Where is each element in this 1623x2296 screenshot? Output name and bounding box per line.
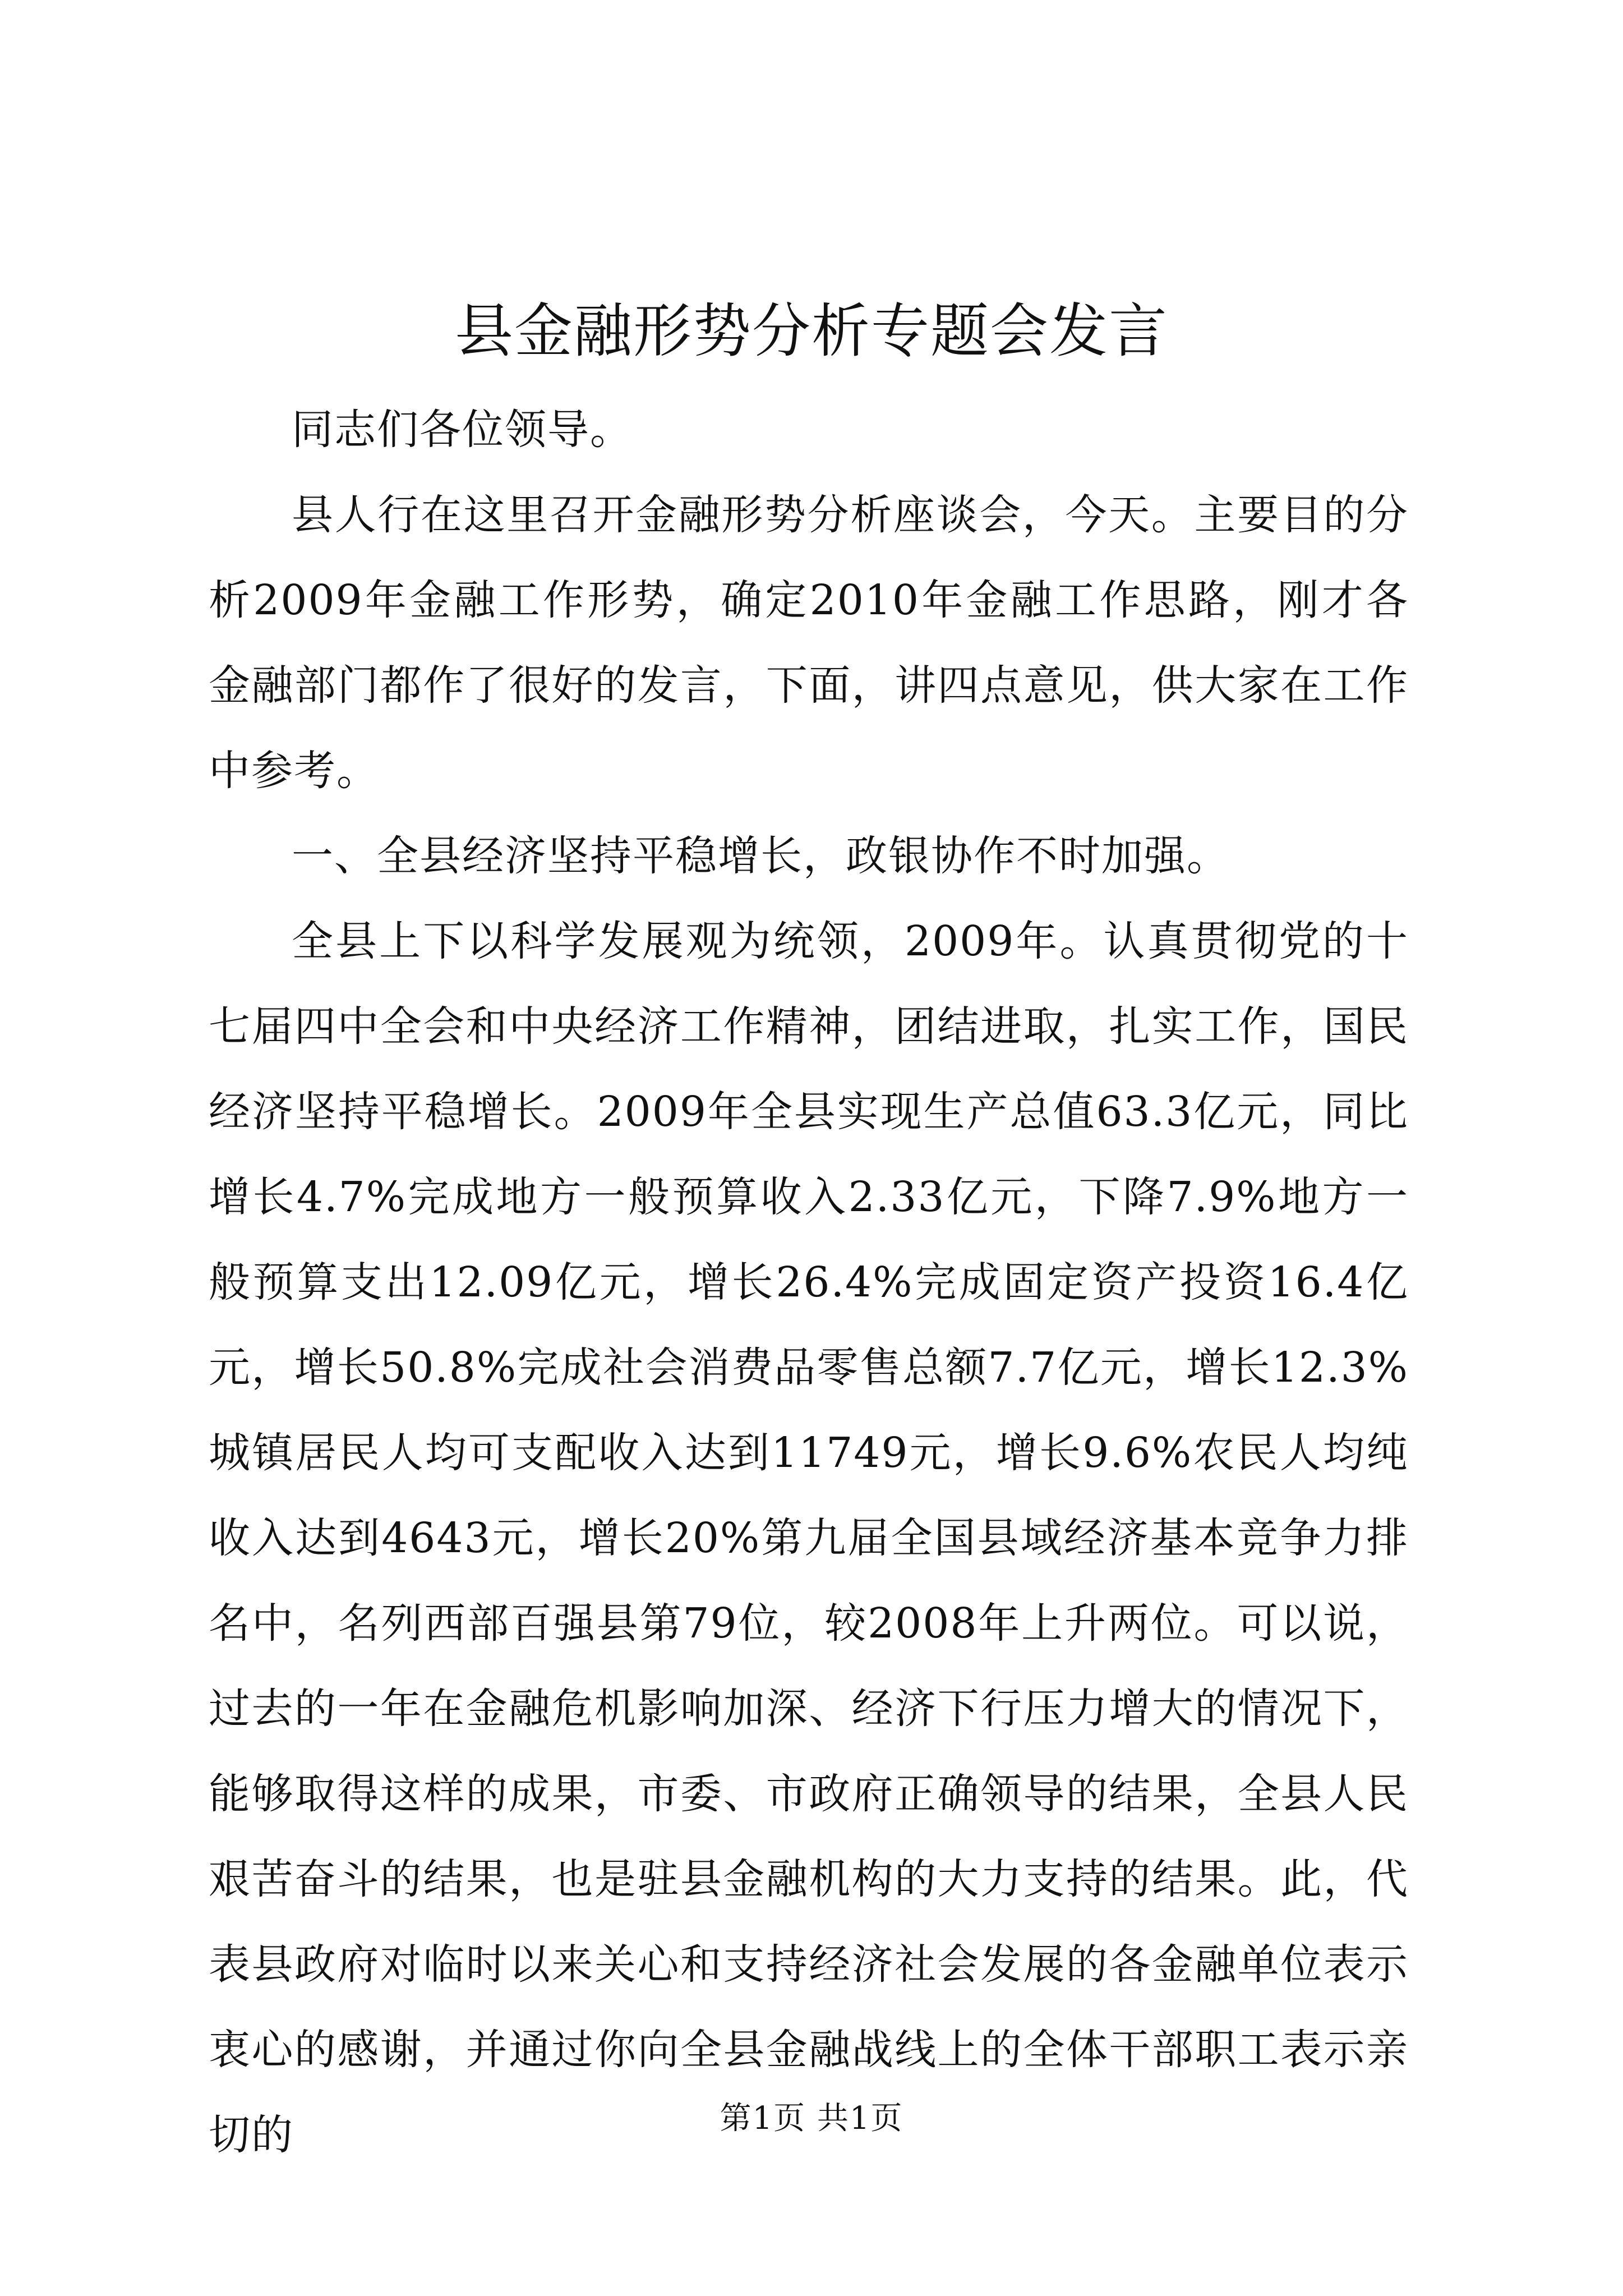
paragraph-economy: 全县上下以科学发展观为统领，2009年。认真贯彻党的十七届四中全会和中央经济工作精神，团结进取，扎实工作，国民经济坚持平稳增长。2009年全县实现生产总值63.3亿元，同比增长4.7%完成地方一般预算收入2.33亿元，下降7.9%地方一般预算支出12.09亿元，增长26.4%完成固定资产投资16.4亿元，增长50.8%完成社会消费品零售总额7.7亿元，增长12.3%城镇居民人均可支配收入达到11749元，增长9.6%农民人均纯收入达到4643元，增长20%第九届全国县域经济基本竞争力排名中，名列西部百强县第79位，较2008年上升两位。可以说，过去的一年在金融危机影响加深、经济下行压力增大的情况下，能够取得这样的成果，市委、市政府正确领导的结果，全县人民艰苦奋斗的结果，也是驻县金融机构的大力支持的结果。此，代表县政府对临时以来关心和支持经济社会发展的各金融单位表示衷心的感谢，并通过你向全县金融战线上的全体干部职工表示亲切的 — [209, 917, 1409, 2159]
document-title: 县金融形势分析专题会发言 — [454, 297, 1168, 365]
paragraph-intro: 县人行在这里召开金融形势分析座谈会，今天。主要目的分析2009年金融工作形势，确定2010年金融工作思路，刚才各金融部门都作了很好的发言，下面，讲四点意见，供大家在工作中参考。 — [209, 491, 1409, 795]
paragraph-greeting: 同志们各位领导。 — [292, 406, 633, 454]
document-body — [209, 387, 1409, 2178]
page-footer: 第1页 共1页 — [720, 2100, 903, 2137]
section-heading-1: 一、全县经济坚持平稳增长，政银协作不时加强。 — [292, 832, 1229, 880]
